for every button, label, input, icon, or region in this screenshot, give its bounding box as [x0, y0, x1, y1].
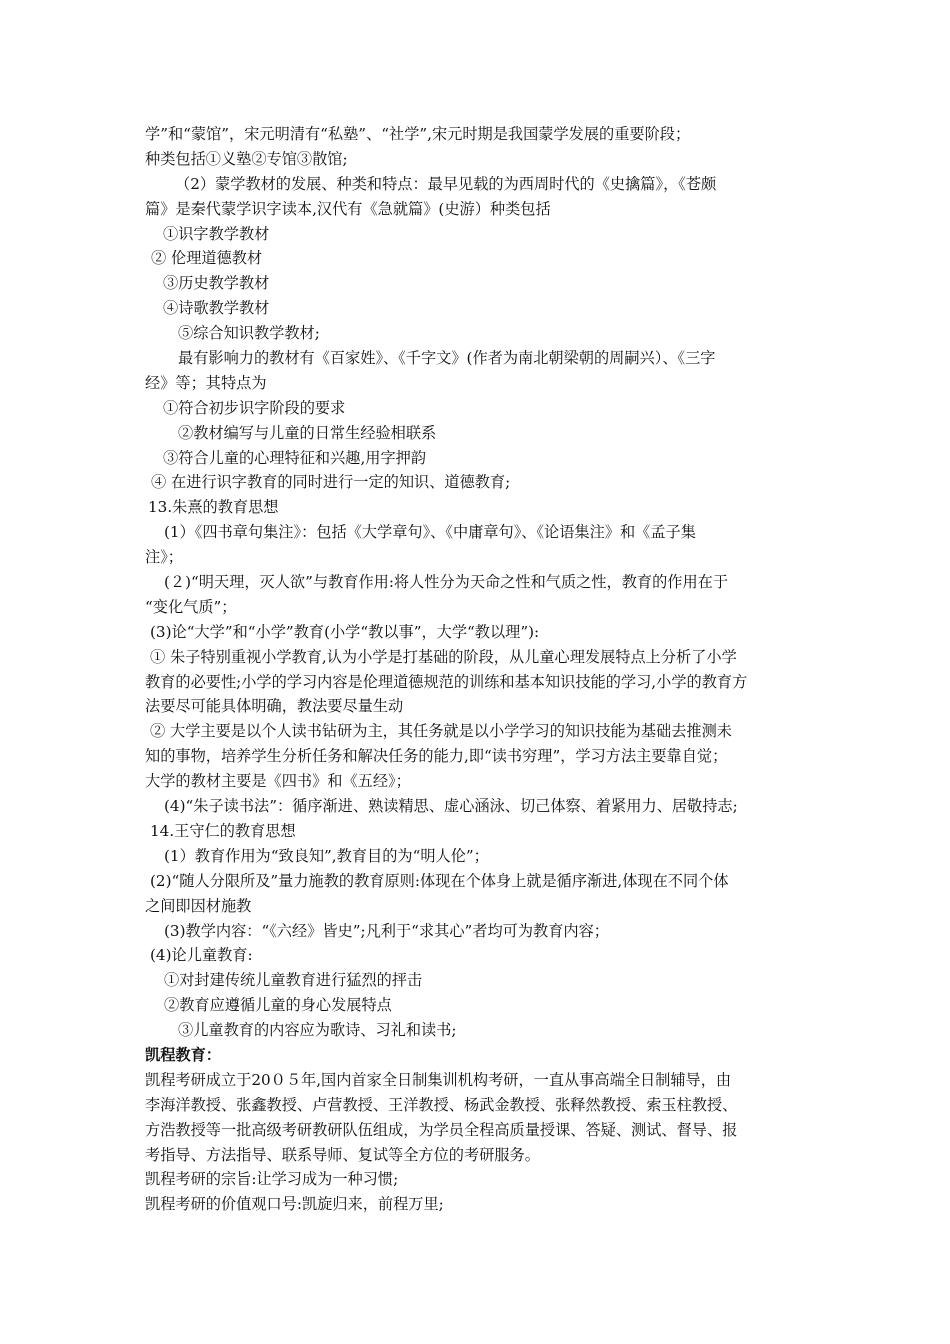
document-body — [145, 122, 820, 1217]
text-line: 考指导、方法指导、联系导师、复试等全方位的考研服务。 — [145, 1145, 540, 1164]
text-line: ②教育应遵循儿童的身心发展特点 — [164, 996, 392, 1015]
text-line: ⑤综合知识教学教材; — [178, 324, 320, 343]
text-line: 凯程考研的价值观口号:凯旋归来，前程万里; — [145, 1195, 444, 1214]
text-line: 经》等；其特点为 — [145, 373, 267, 392]
text-line: ② 伦理道德教材 — [151, 249, 263, 268]
text-line: (２)“明天理，灭人欲”与教育作用:将人性分为天命之性和气质之性，教育的作用在于 — [164, 573, 729, 592]
text-line: 种类包括①义塾②专馆③散馆; — [145, 149, 348, 168]
text-line: ①对封建传统儿童教育进行猛烈的抨击 — [164, 971, 423, 990]
text-line: ①识字教学教材 — [163, 224, 270, 243]
text-line: ③历史教学教材 — [163, 274, 270, 293]
text-line: ① 朱子特别重视小学教育,认为小学是打基础的阶段，从儿童心理发展特点上分析了小学 — [150, 647, 737, 666]
text-line: ②教材编写与儿童的日常生经验相联系 — [178, 423, 437, 442]
text-line: (3)论“大学”和“小学”教育(小学“教以事”，大学“教以理”): — [150, 622, 540, 641]
text-line: 凯程考研成立于20０５年,国内首家全日制集训机构考研，一直从事高端全日制辅导，由 — [145, 1070, 732, 1089]
text-line: 李海洋教授、张鑫教授、卢营教授、王洋教授、杨武金教授、张释然教授、索玉柱教授、 — [145, 1095, 738, 1114]
text-line: (3)教学内容：“《六经》皆史”;凡利于“求其心”者均可为教育内容； — [164, 921, 609, 940]
text-line: 14.王守仁的教育思想 — [150, 821, 296, 840]
text-line: 教育的必要性;小学的学习内容是伦理道德规范的训练和基本知识技能的学习,小学的教育方 — [145, 672, 748, 691]
text-line: （2）蒙学教材的发展、种类和特点：最早见载的为西周时代的《史擒篇》，《苍颇 — [175, 174, 717, 193]
text-line: 大学的教材主要是《四书》和《五经》； — [145, 772, 411, 791]
text-line: 知的事物，培养学生分析任务和解决任务的能力,即“读书穷理”，学习方法主要靠自觉； — [145, 747, 728, 766]
text-line: 之间即因材施教 — [145, 896, 252, 915]
text-line: ③儿童教育的内容应为歌诗、习礼和读书; — [178, 1021, 457, 1040]
text-line: ③符合儿童的心理特征和兴趣,用字押韵 — [163, 448, 427, 467]
text-line: (1）教育作用为“致良知”,教育目的为“明人伦”； — [164, 846, 489, 865]
text-line: 最有影响力的教材有《百家姓》、《千字文》(作者为南北朝梁朝的周嗣兴）、《三字 — [178, 349, 716, 368]
text-line: 注》； — [145, 548, 183, 567]
text-line: (4)“朱子读书法”：循序渐进、熟读精思、虚心涵泳、切己体察、着紧用力、居敬持志; — [164, 797, 738, 816]
text-line: 13.朱熹的教育思想 — [148, 498, 279, 517]
text-line: ④诗歌教学教材 — [163, 299, 270, 318]
text-line: (4)论儿童教育: — [150, 946, 253, 965]
text-line: (1）《四书章句集注》：包括《大学章句》、《中庸章句》、《论语集注》和《孟子集 — [164, 523, 696, 542]
text-line: 法要尽可能具体明确，教法要尽量生动 — [145, 697, 404, 716]
text-line: (2)“随人分限所及”量力施教的教育原则:体现在个体身上就是循序渐进,体现在不同个体 — [150, 871, 729, 890]
text-line: 学”和“蒙馆”，宋元明清有“私塾”、“社学”,宋元时期是我国蒙学发展的重要阶段； — [145, 125, 691, 143]
text-line: “变化气质”； — [145, 597, 237, 616]
section-heading: 凯程教育： — [145, 1045, 221, 1064]
text-line: ② 大学主要是以个人读书钻研为主，其任务就是以小学学习的知识技能为基础去推测未 — [150, 722, 732, 741]
text-line: 方浩教授等一批高级考研教研队伍组成，为学员全程高质量授课、答疑、测试、督导、报 — [145, 1120, 738, 1139]
text-line: ④ 在进行识字教育的同时进行一定的知识、道德教育; — [151, 473, 511, 492]
text-line: 凯程考研的宗旨:让学习成为一种习惯; — [145, 1170, 399, 1189]
text-line: 篇》是秦代蒙学识字读本,汉代有《急就篇》(史游）种类包括 — [145, 199, 551, 218]
text-line: ①符合初步识字阶段的要求 — [163, 398, 346, 417]
